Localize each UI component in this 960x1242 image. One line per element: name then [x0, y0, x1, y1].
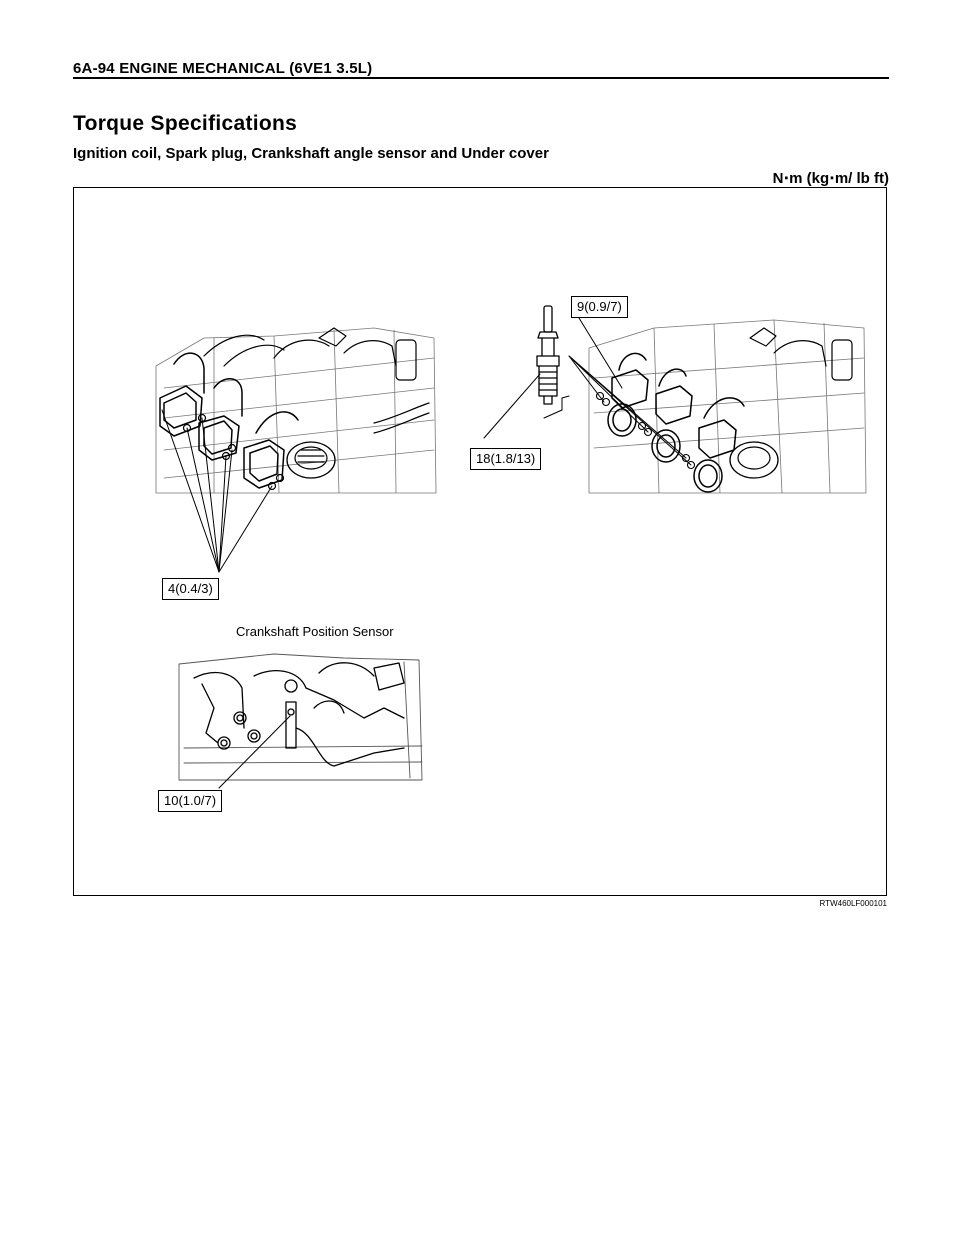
callout-ignition-coil-bolts: 4(0.4/3)	[162, 578, 219, 600]
torque-figure	[73, 187, 887, 896]
callout-crankshaft-sensor-bolt: 10(1.0/7)	[158, 790, 222, 812]
crankshaft-sensor-drawing	[179, 654, 422, 788]
spark-plug-drawing	[484, 306, 866, 493]
page-title: Torque Specifications	[73, 112, 298, 135]
section-subtitle: Ignition coil, Spark plug, Crankshaft angle sensor and Under cover	[73, 145, 549, 162]
crankshaft-sensor-caption: Crankshaft Position Sensor	[236, 624, 394, 639]
ignition-coil-drawing	[156, 328, 436, 572]
figure-id: RTW460LF000101	[819, 899, 887, 908]
header-rule	[73, 77, 889, 79]
callout-coil-bracket-bolts: 9(0.9/7)	[571, 296, 628, 318]
callout-spark-plug: 18(1.8/13)	[470, 448, 541, 470]
torque-units: N⋅m (kg⋅m/ lb ft)	[772, 170, 889, 187]
page-header: 6A-94 ENGINE MECHANICAL (6VE1 3.5L)	[73, 60, 373, 77]
